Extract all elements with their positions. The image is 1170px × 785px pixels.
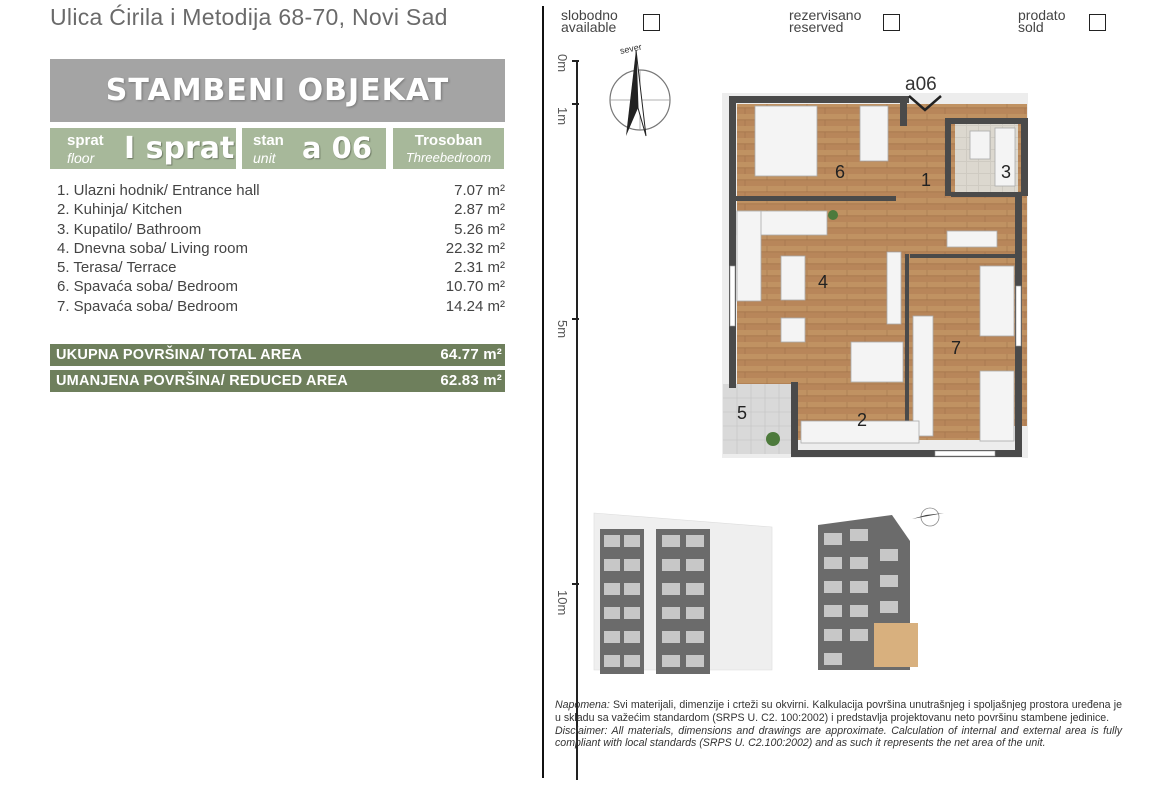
room-name: 1. Ulazni hodnik/ Entrance hall: [57, 182, 260, 199]
floor-value: I sprat: [124, 131, 235, 166]
unit-cell: [242, 128, 386, 169]
plan-unit-label: a06: [905, 74, 937, 95]
legend-reserved: [789, 9, 861, 33]
room-list: [57, 181, 505, 316]
room-name: 2. Kuhinja/ Kitchen: [57, 201, 183, 219]
unit-label-en: unit: [253, 150, 276, 166]
small-compass-icon: [912, 508, 944, 526]
legend-reserved-sr: rezervisano: [789, 7, 862, 23]
total-area-value: 64.77 m²: [440, 346, 502, 363]
room-row: [57, 181, 505, 200]
room-number: 6: [835, 162, 846, 182]
legend-available: [561, 9, 618, 33]
room-number: 1: [921, 170, 932, 190]
room-area: 22.32 m²: [445, 239, 505, 257]
building-title-banner: [50, 59, 505, 122]
room-area: 14.24 m²: [445, 297, 505, 315]
total-area-bar: [50, 344, 505, 366]
note-label-en: Disclaimer:: [555, 724, 608, 737]
address: Ulica Ćirila i Metodija 68-70, Novi Sad: [50, 4, 448, 30]
type-label: Trosoban: [414, 132, 483, 149]
room-area: 2.31 m²: [454, 259, 505, 277]
legend-sold-en: sold: [1018, 19, 1044, 35]
scale-label-0: 0m: [555, 54, 570, 73]
unit-value: a 06: [302, 131, 373, 165]
available-checkbox[interactable]: [643, 14, 660, 31]
legend-reserved-en: reserved: [789, 19, 844, 35]
reserved-checkbox[interactable]: [883, 14, 900, 31]
floor-plan: [715, 66, 1095, 466]
floor-label: sprat: [67, 132, 104, 149]
disclaimer-notes: [555, 699, 1122, 750]
type-cell: [393, 128, 504, 169]
compass-label: sever: [618, 41, 643, 56]
room-row: [57, 239, 505, 258]
total-area-label: UKUPNA POVRŠINA/ TOTAL AREA: [56, 347, 303, 363]
scale-label-1: 1m: [555, 107, 570, 126]
legend-sold: [1018, 9, 1065, 33]
room-name: 3. Kupatilo/ Bathroom: [57, 220, 202, 238]
room-name: 6. Spavaća soba/ Bedroom: [57, 278, 238, 296]
sold-checkbox[interactable]: [1089, 14, 1106, 31]
floor-cell: [50, 128, 236, 169]
compass-icon: [600, 38, 680, 158]
scale-tick: [572, 103, 579, 105]
room-row: [57, 220, 505, 239]
unit-label: stan: [253, 132, 284, 149]
plant-icon: [766, 432, 780, 446]
room-area: 7.07 m²: [454, 182, 505, 199]
scale-tick: [572, 318, 579, 320]
plant-icon: [828, 210, 838, 220]
room-name: 5. Terasa/ Terrace: [57, 259, 177, 277]
vertical-divider: [542, 6, 544, 778]
room-row: [57, 200, 505, 219]
note-text-sr: Svi materijali, dimenzije i crteži su okvirni. Kalkulacija površina unutrašnjeg i spoljašnjeg prostora uređena je u skladu sa važećim standardom (SRPS U. C2. 100:2002) i predstavlja projektovanu neto površinu stambene jedinice.: [555, 699, 1122, 724]
highlighted-unit: [874, 623, 918, 667]
building-title: STAMBENI OBJEKAT: [105, 73, 450, 108]
room-name: 7. Spavaća soba/ Bedroom: [57, 297, 238, 315]
scale-tick: [572, 60, 579, 62]
floor-label-en: floor: [67, 150, 95, 166]
room-number: 2: [857, 410, 868, 430]
room-row: [57, 277, 505, 296]
room-number: 3: [1001, 162, 1012, 182]
note-text-en: All materials, dimensions and drawings are approximate. Calculation of internal and external area is fully compliant with local standards (SRPS U. C2.100:2002) and as such it represents the net area of the unit.: [555, 724, 1122, 750]
building-key-plan: [592, 505, 947, 680]
room-number: 5: [737, 403, 748, 423]
scale-label-10: 10m: [555, 590, 570, 616]
scale-bar: [576, 60, 578, 780]
room-area: 2.87 m²: [454, 201, 505, 219]
room-area: 5.26 m²: [454, 220, 505, 238]
legend-available-en: available: [561, 19, 617, 35]
room-row: [57, 297, 505, 316]
scale-label-5: 5m: [555, 320, 570, 339]
scale-tick: [572, 583, 579, 585]
legend-available-sr: slobodno: [561, 7, 618, 23]
room-number: 4: [818, 272, 829, 292]
room-name: 4. Dnevna soba/ Living room: [57, 239, 248, 257]
note-label-sr: Napomena:: [555, 699, 610, 711]
legend-sold-sr: prodato: [1018, 7, 1066, 23]
type-label-en: Threebedroom: [405, 150, 492, 165]
room-area: 10.70 m²: [445, 278, 505, 296]
room-number: 7: [951, 338, 962, 358]
reduced-area-label: UMANJENA POVRŠINA/ REDUCED AREA: [56, 373, 348, 389]
reduced-area-value: 62.83 m²: [440, 372, 502, 389]
reduced-area-bar: [50, 370, 505, 392]
room-row: [57, 258, 505, 277]
